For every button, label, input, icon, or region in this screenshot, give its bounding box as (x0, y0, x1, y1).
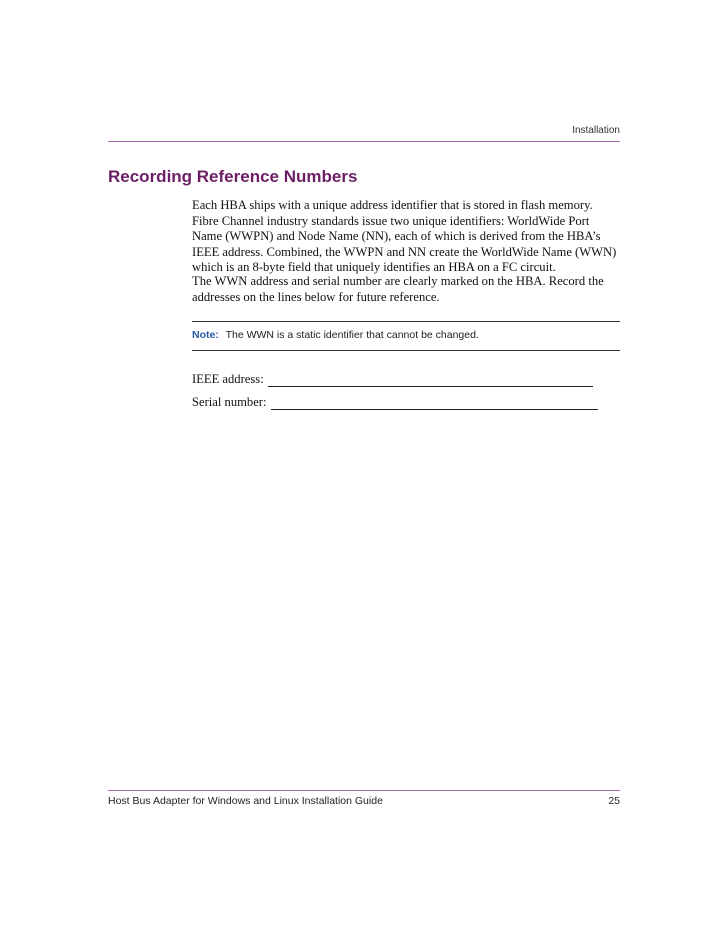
page-number: 25 (608, 795, 620, 807)
note-rule-top (192, 321, 620, 322)
body-paragraph-2: The WWN address and serial number are clearly marked on the HBA. Record the addresses on the lines below for future reference. (192, 274, 604, 304)
serial-number-label: Serial number: (192, 395, 267, 409)
footer-title: Host Bus Adapter for Windows and Linux Installation Guide (108, 795, 383, 807)
footer-rule (108, 790, 620, 791)
note-label: Note: (192, 329, 219, 341)
note-box (192, 329, 620, 341)
ieee-address-blank-line (268, 375, 593, 387)
note-text: The WWN is a static identifier that cannot be changed. (225, 329, 479, 341)
serial-number-blank-line (271, 398, 598, 410)
header-rule (108, 141, 620, 142)
ieee-address-field (192, 372, 593, 387)
page-footer (108, 795, 620, 807)
body-paragraph-1: Each HBA ships with a unique address identifier that is stored in flash memory. Fibre Channel industry standards issue two unique identifiers: WorldWide Port Name (WWPN) and Node Name (NN), each of which is derived from the HBA’s IEEE address. Combined, the WWPN and NN create the WorldWide Name (WWN) which is an 8-byte field that uniquely identifies an HBA on a FC circuit. (192, 198, 617, 274)
note-rule-bottom (192, 350, 620, 351)
ieee-address-label: IEEE address: (192, 372, 264, 386)
serial-number-field (192, 395, 598, 410)
section-title: Recording Reference Numbers (108, 167, 358, 186)
running-header: Installation (572, 125, 620, 136)
